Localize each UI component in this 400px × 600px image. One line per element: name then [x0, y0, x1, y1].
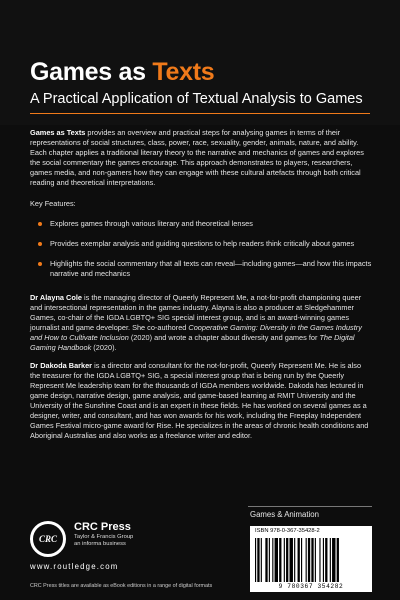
barcode-bar — [265, 538, 267, 582]
cover-body-text — [30, 128, 372, 450]
barcode-bar — [301, 538, 302, 582]
barcode-icon — [255, 538, 367, 582]
features-list — [38, 219, 372, 279]
feature-text: Highlights the social commentary that all texts can reveal—including games—and how this impacts narrative and mechanics — [50, 259, 372, 279]
publisher-group — [74, 534, 133, 548]
ebook-note: CRC Press titles are available as eBook editions in a range of digital formats — [30, 583, 213, 589]
barcode-bar — [255, 538, 256, 582]
bullet-icon — [38, 222, 42, 226]
bio-text: (2020). — [91, 342, 117, 352]
cover-header — [0, 0, 400, 125]
barcode-bar — [323, 538, 324, 582]
author-bio-cole — [30, 293, 372, 352]
features-heading: Key Features: — [30, 199, 76, 209]
bullet-icon — [38, 242, 42, 246]
publisher-url: www.routledge.com — [30, 562, 119, 571]
publisher-name: CRC Press — [74, 521, 131, 533]
logo-text: CRC — [38, 534, 57, 544]
bio-text: is the managing director of Queerly Represent Me, a not-for-profit championing queer and intersectional representation in the games industry. Alayna is also a producer at Sledgehammer Games, co-chair of the IGDA LGBTQ+ SIG special interest group, and is an award-winning games journalist and game developer. She co-authored — [30, 292, 362, 332]
barcode-number: 9 780367 354282 — [278, 583, 344, 590]
barcode-bar — [257, 538, 259, 582]
feature-text: Explores games through various literary and theoretical lenses — [50, 219, 253, 229]
subject-category: Games & Animation — [250, 510, 319, 519]
barcode-bar — [298, 538, 300, 582]
barcode-bar — [286, 538, 288, 582]
category-divider — [248, 506, 372, 507]
isbn-label: ISBN 978-0-367-35428-2 — [255, 528, 320, 534]
book-reference: Cooperative Gaming: Diversity in the Games Industry and How to Cultivate Inclusion — [30, 322, 362, 342]
author-name: Dr Dakoda Barker — [30, 361, 93, 371]
barcode-bar — [337, 538, 339, 582]
bio-text: (2020) and wrote a chapter about diversity and games for — [128, 332, 320, 342]
intro-paragraph — [30, 128, 372, 187]
author-bio-barker — [30, 361, 372, 440]
bio-text: is a director and consultant for the not-for-profit, Queerly Represent Me. He is also the treasurer for the IGDA LGBTQ+ SIG, a special interest group that is being run by the Queerly Represent Me leadership team for the thousands of IGDA members worldwide. Dakoda has lectured in game design, narrative design, game analysis, and game-based learning at RMIT University and the University of the Sunshine Coast and is an expert in these fields. He has worked on several games as a designer, writer, and consultant, and has won awards for his work, including the Freeplay Independent Games Festival micro-game award for Rise. He specializes in the areas of chronic health conditions and Aboriginal Australias and also works as a freelance writer and editor. — [30, 361, 369, 440]
title-main: Games as — [30, 58, 153, 86]
crc-logo-icon — [30, 521, 66, 557]
barcode-bar — [284, 538, 285, 582]
barcode-bar — [294, 538, 295, 582]
intro-text: provides an overview and practical steps for analysing games in terms of their representations of social structures, class, power, race, sexuality, gender, animals, nature, and ability. Each chapter applies a traditional literary theory to the narrative and mechanics of games and explores the social commentary the games encourage. This approach demonstrates to players, researchers, games media, and non-gamers how they can engage with these cultural artefacts through both critical reading and theoretical interpretations. — [30, 128, 364, 187]
barcode-bar — [332, 538, 335, 582]
book-title — [30, 58, 214, 87]
feature-item — [38, 239, 372, 249]
publisher-block — [30, 521, 220, 585]
barcode-panel — [250, 526, 372, 592]
barcode-bar — [275, 538, 278, 582]
barcode-bar — [330, 538, 331, 582]
author-name: Dr Alayna Cole — [30, 292, 82, 302]
intro-lead: Games as Texts — [30, 128, 86, 137]
barcode-bar — [290, 538, 293, 582]
bullet-icon — [38, 262, 42, 266]
feature-item — [38, 259, 372, 279]
barcode-bar — [269, 538, 270, 582]
barcode-bar — [315, 538, 316, 582]
barcode-bar — [279, 538, 281, 582]
feature-text: Provides exemplar analysis and guiding questions to help readers think critically about games — [50, 239, 355, 249]
barcode-bar — [306, 538, 307, 582]
publisher-group-line: Taylor & Francis Group — [74, 534, 134, 540]
book-reference: The Digital Gaming Handbook — [30, 332, 355, 352]
title-accent: Texts — [152, 58, 215, 86]
book-subtitle: A Practical Application of Textual Analysis to Games — [30, 91, 363, 107]
barcode-bar — [308, 538, 310, 582]
barcode-bar — [319, 538, 320, 582]
barcode-bar — [325, 538, 327, 582]
barcode-bar — [311, 538, 313, 582]
barcode-bar — [272, 538, 273, 582]
publisher-group-line: an informa business — [74, 541, 126, 547]
barcode-bar — [261, 538, 262, 582]
title-divider — [30, 113, 370, 114]
feature-item — [38, 219, 372, 229]
